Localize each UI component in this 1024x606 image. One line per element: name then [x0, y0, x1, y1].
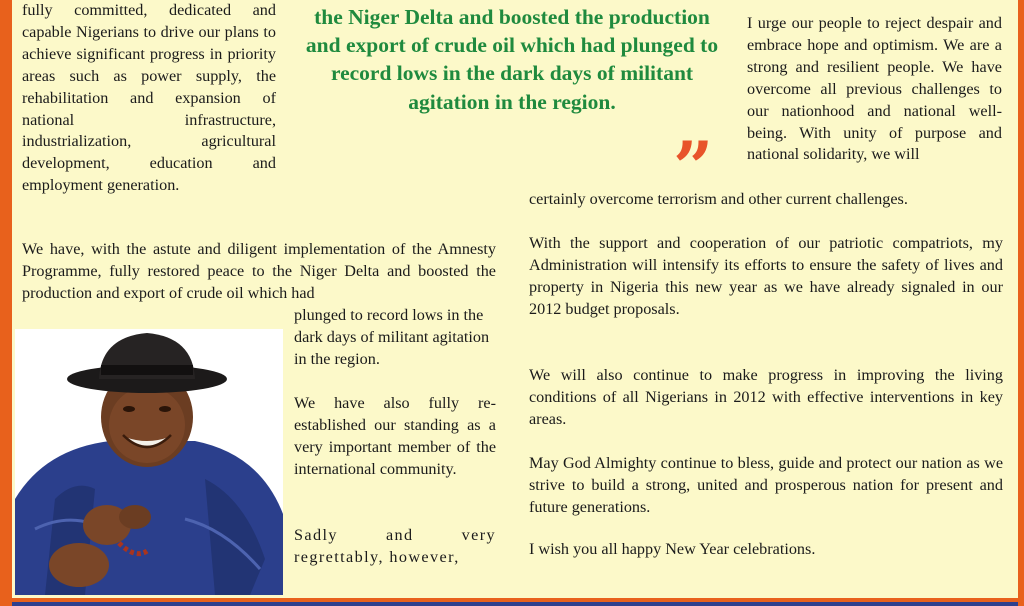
page-border-bottom-inner	[12, 602, 1018, 606]
paragraph-sadly: Sadly and very regrettably, however,	[294, 526, 496, 566]
paragraph-amnesty: We have, with the astute and diligent implementation of the Amnesty Programme, fully restored peace to the Niger Delta and boosted the production and export of crude oil which had	[22, 240, 496, 302]
paragraph-amnesty-continued: plunged to record lows in the dark days of militant agitation in the region.	[294, 306, 490, 368]
paragraph-support: With the support and cooperation of our patriotic compatriots, my Administration will intensify its efforts to ensure the safety of lives and property in Nigeria this new year as we have already signaled in our 2012 budget proposals.	[529, 234, 1003, 318]
portrait-illustration	[15, 329, 283, 595]
pull-quote: the Niger Delta and boosted the production and export of crude oil which had plunged to record lows in the dark days of militant agitation in the region.	[305, 5, 719, 114]
paragraph-bless: May God Almighty continue to bless, guide and protect our nation as we strive to build a strong, united and prosperous nation for present and future generations.	[529, 454, 1003, 516]
paragraph-urge: I urge our people to reject despair and embrace hope and optimism. We are a strong and resilient people. We have overcome all previous challenges to our nationhood and national well-being. With unity of purpose and national solidarity, we will	[747, 14, 1002, 164]
page-border-right	[1018, 0, 1024, 606]
paragraph-standing: We have also fully re-established our standing as a very important member of the international community.	[294, 394, 496, 478]
paragraph-progress: We will also continue to make progress in improving the living conditions of all Nigerians in 2012 with effective interventions in key areas.	[529, 366, 1003, 428]
paragraph-wish: I wish you all happy New Year celebrations.	[529, 540, 816, 558]
page-border-left	[0, 0, 12, 606]
closing-quote-mark: ”	[673, 126, 714, 209]
president-photo	[15, 329, 283, 595]
paragraph-intro-continued: fully committed, dedicated and capable Nigerians to drive our plans to achieve significant progress in priority areas such as power supply, the rehabilitation and expansion of national infrastructure, industrialization, agricultural development, education and employment generation.	[22, 1, 276, 195]
paragraph-urge-continued: certainly overcome terrorism and other current challenges.	[529, 190, 908, 208]
